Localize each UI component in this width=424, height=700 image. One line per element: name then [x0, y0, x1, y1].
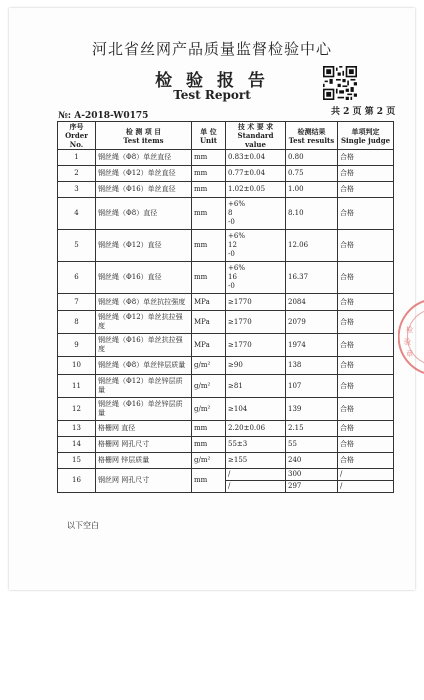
- organization-name: 河北省丝网产品质量监督检验中心: [91, 40, 332, 58]
- header-test-results: 检测结果 Test results: [286, 122, 338, 150]
- test-item-cell: 钢丝绳（Φ16）直径: [96, 262, 192, 294]
- test-item-cell: 钢丝绳（Φ16）单丝抗拉强度: [96, 334, 192, 357]
- order-no-cell: 13: [58, 421, 96, 437]
- table-row: [58, 469, 394, 481]
- unit-cell: mm: [192, 182, 226, 198]
- unit-cell: mm: [192, 198, 226, 230]
- standard-value-cell: 0.83±0.04: [226, 150, 286, 166]
- standard-value-cell: +6% 12 -0: [226, 230, 286, 262]
- order-no-cell: 16: [58, 469, 96, 493]
- header-unit: 单 位 Unit: [192, 122, 226, 150]
- order-no-cell: 11: [58, 375, 96, 398]
- order-no-cell: 14: [58, 437, 96, 453]
- judge-cell: 合格: [338, 262, 394, 294]
- test-result-cell: 1974: [286, 334, 338, 357]
- unit-cell: mm: [192, 150, 226, 166]
- test-result-cell: 240: [286, 453, 338, 469]
- judge-cell: 合格: [338, 166, 394, 182]
- test-result-cell: 8.10: [286, 198, 338, 230]
- unit-cell: MPa: [192, 311, 226, 334]
- order-no-cell: 12: [58, 398, 96, 421]
- table-header-row: [58, 122, 394, 150]
- test-item-cell: 钢丝绳（Φ12）单丝锌层质量: [96, 375, 192, 398]
- test-item-cell: 钢丝绳（Φ12）单丝直径: [96, 166, 192, 182]
- standard-value-cell: ≥81: [226, 375, 286, 398]
- standard-value-cell: 1.02±0.05: [226, 182, 286, 198]
- test-result-cell: 2.15: [286, 421, 338, 437]
- table-row: [58, 182, 394, 198]
- standard-value-cell: 2.20±0.06: [226, 421, 286, 437]
- test-item-cell: 格栅网 网孔尺寸: [96, 437, 192, 453]
- unit-cell: mm: [192, 262, 226, 294]
- test-item-cell: 钢丝绳（Φ8）直径: [96, 198, 192, 230]
- standard-value-cell: ≥104: [226, 398, 286, 421]
- svg-text:检: 检: [406, 326, 413, 334]
- test-item-cell: 钢丝绳（Φ8）单丝直径: [96, 150, 192, 166]
- unit-cell: g/m²: [192, 357, 226, 375]
- table-row: [58, 453, 394, 469]
- standard-value-cell: /: [226, 481, 286, 493]
- unit-cell: mm: [192, 230, 226, 262]
- order-no-cell: 6: [58, 262, 96, 294]
- standard-value-cell: +6% 16 -0: [226, 262, 286, 294]
- document-number: №: A-2018-W0175: [58, 111, 149, 121]
- standard-value-cell: 55±3: [226, 437, 286, 453]
- test-result-cell: 300: [286, 469, 338, 481]
- judge-cell: /: [338, 469, 394, 481]
- unit-cell: mm: [192, 166, 226, 182]
- test-result-cell: 12.06: [286, 230, 338, 262]
- order-no-cell: 4: [58, 198, 96, 230]
- table-row: [58, 398, 394, 421]
- judge-cell: 合格: [338, 421, 394, 437]
- judge-cell: 合格: [338, 150, 394, 166]
- standard-value-cell: ≥1770: [226, 294, 286, 311]
- judge-cell: 合格: [338, 398, 394, 421]
- table-row: [58, 437, 394, 453]
- order-no-cell: 3: [58, 182, 96, 198]
- unit-cell: MPa: [192, 294, 226, 311]
- standard-value-cell: ≥1770: [226, 311, 286, 334]
- unit-cell: MPa: [192, 334, 226, 357]
- table-row: [58, 334, 394, 357]
- test-item-cell: 格栅网 锌层质量: [96, 453, 192, 469]
- test-result-cell: 55: [286, 437, 338, 453]
- judge-cell: 合格: [338, 311, 394, 334]
- test-item-cell: 格栅网 直径: [96, 421, 192, 437]
- unit-cell: g/m²: [192, 398, 226, 421]
- standard-value-cell: ≥155: [226, 453, 286, 469]
- qr-code-icon: [323, 66, 357, 100]
- order-no-cell: 15: [58, 453, 96, 469]
- test-result-cell: 2084: [286, 294, 338, 311]
- judge-cell: 合格: [338, 198, 394, 230]
- table-row: [58, 230, 394, 262]
- header-test-items: 检 测 项 目 Test items: [96, 122, 192, 150]
- judge-cell: 合格: [338, 334, 394, 357]
- test-item-cell: 钢丝绳（Φ16）单丝直径: [96, 182, 192, 198]
- svg-text:章: 章: [406, 350, 413, 358]
- blank-below-note: 以下空白: [67, 521, 99, 530]
- table-row: [58, 150, 394, 166]
- judge-cell: /: [338, 481, 394, 493]
- test-item-cell: 钢丝绳（Φ12）直径: [96, 230, 192, 262]
- order-no-cell: 9: [58, 334, 96, 357]
- order-no-cell: 7: [58, 294, 96, 311]
- test-result-cell: 139: [286, 398, 338, 421]
- unit-cell: g/m²: [192, 453, 226, 469]
- judge-cell: 合格: [338, 294, 394, 311]
- test-result-cell: 2079: [286, 311, 338, 334]
- test-item-cell: 钢丝绳（Φ12）单丝抗拉强度: [96, 311, 192, 334]
- judge-cell: 合格: [338, 357, 394, 375]
- standard-value-cell: 0.77±0.04: [226, 166, 286, 182]
- standard-value-cell: +6% 8 -0: [226, 198, 286, 230]
- header-order-no: 序号 Order No.: [58, 122, 96, 150]
- report-title-cn: 检 验 报 告: [155, 71, 269, 91]
- judge-cell: 合格: [338, 375, 394, 398]
- judge-cell: 合格: [338, 437, 394, 453]
- judge-cell: 合格: [338, 453, 394, 469]
- header-standard-value: 技 术 要 求 Standard value: [226, 122, 286, 150]
- page-info: 共 2 页 第 2 页: [331, 107, 396, 117]
- test-item-cell: 钢丝绳（Φ8）单丝锌层质量: [96, 357, 192, 375]
- unit-cell: g/m²: [192, 375, 226, 398]
- test-result-cell: 107: [286, 375, 338, 398]
- header-single-judge: 单项判定 Single judge: [338, 122, 394, 150]
- test-result-cell: 297: [286, 481, 338, 493]
- judge-cell: 合格: [338, 182, 394, 198]
- test-result-cell: 138: [286, 357, 338, 375]
- table-row: [58, 198, 394, 230]
- table-row: [58, 311, 394, 334]
- table-row: [58, 357, 394, 375]
- order-no-cell: 10: [58, 357, 96, 375]
- standard-value-cell: /: [226, 469, 286, 481]
- unit-cell: mm: [192, 469, 226, 493]
- standard-value-cell: ≥90: [226, 357, 286, 375]
- test-item-cell: 钢丝网 网孔尺寸: [96, 469, 192, 493]
- svg-text:验: 验: [404, 338, 411, 346]
- red-seal-stamp: [398, 292, 424, 382]
- order-no-cell: 8: [58, 311, 96, 334]
- table-row: [58, 375, 394, 398]
- standard-value-cell: ≥1770: [226, 334, 286, 357]
- unit-cell: mm: [192, 421, 226, 437]
- test-item-cell: 钢丝绳（Φ8）单丝抗拉强度: [96, 294, 192, 311]
- order-no-cell: 1: [58, 150, 96, 166]
- order-no-cell: 2: [58, 166, 96, 182]
- test-result-cell: 1.00: [286, 182, 338, 198]
- order-no-cell: 5: [58, 230, 96, 262]
- table-row: [58, 294, 394, 311]
- report-title-en: Test Report: [173, 88, 251, 102]
- judge-cell: 合格: [338, 230, 394, 262]
- test-result-cell: 0.80: [286, 150, 338, 166]
- test-results-table: [57, 121, 394, 493]
- test-result-cell: 0.75: [286, 166, 338, 182]
- report-sheet: [9, 8, 415, 590]
- unit-cell: mm: [192, 437, 226, 453]
- table-row: [58, 421, 394, 437]
- table-row: [58, 262, 394, 294]
- table-row: [58, 166, 394, 182]
- test-item-cell: 钢丝绳（Φ16）单丝锌层质量: [96, 398, 192, 421]
- test-result-cell: 16.37: [286, 262, 338, 294]
